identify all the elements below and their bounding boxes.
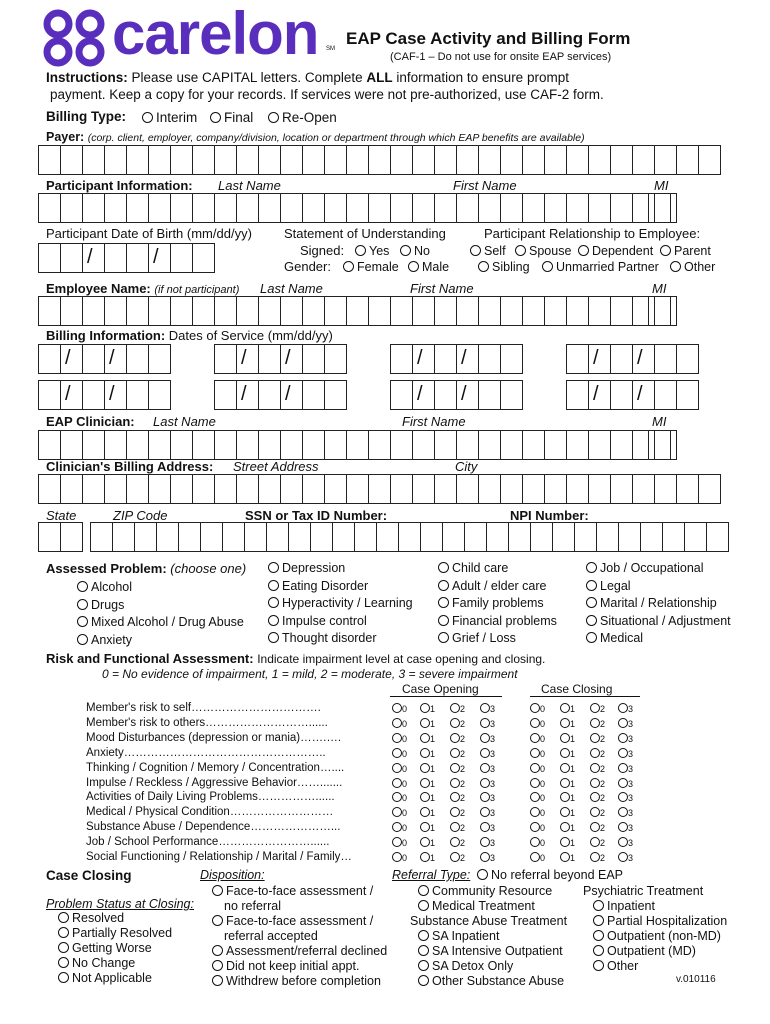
closing-score-1[interactable]: 1: [560, 850, 575, 864]
clinician-mi-box[interactable]: [648, 430, 670, 460]
opening-score-1[interactable]: 1: [420, 790, 435, 804]
risk-label: Risk and Functional Assessment: Indicate impairment level at case opening and closing.: [46, 651, 546, 666]
closing-score-1[interactable]: 1: [560, 716, 575, 730]
opening-score-2[interactable]: 2: [450, 776, 465, 790]
relationship-parent[interactable]: Parent: [660, 244, 711, 258]
psych-label: Psychiatric Treatment: [583, 884, 704, 898]
assessed-label: Assessed Problem: (choose one): [46, 561, 247, 576]
billing-type-interim[interactable]: Interim: [142, 110, 197, 125]
service-date-8[interactable]: [566, 380, 698, 410]
psych-option[interactable]: Other: [593, 959, 638, 973]
zip-boxes[interactable]: [90, 522, 244, 552]
disposition-continuation: no referral: [224, 899, 281, 913]
opening-score-3[interactable]: 3: [480, 746, 495, 760]
opening-score-3[interactable]: 3: [480, 820, 495, 834]
form-subtitle: (CAF-1 – Do not use for onsite EAP services): [390, 51, 612, 63]
problem-option[interactable]: Mixed Alcohol / Drug Abuse: [77, 615, 244, 629]
sou-label: Statement of Understanding: [284, 226, 446, 241]
closing-score-3[interactable]: 3: [618, 835, 633, 849]
risk-item-label: Impulse / Reckless / Aggressive Behavior…….......: [86, 776, 343, 789]
opening-score-2[interactable]: 2: [450, 746, 465, 760]
employee-label: Employee Name: (if not participant): [46, 281, 240, 296]
closing-score-2[interactable]: 2: [590, 790, 605, 804]
closing-score-0[interactable]: 0: [530, 761, 545, 775]
service-date-5[interactable]: [38, 380, 170, 410]
relationship-label: Participant Relationship to Employee:: [484, 226, 701, 241]
closing-score-2[interactable]: 2: [590, 820, 605, 834]
psych-option[interactable]: Outpatient (non-MD): [593, 929, 721, 943]
instructions-line-2: payment. Keep a copy for your records. If services were not pre-authorized, use CAF-2 form.: [50, 87, 604, 102]
opening-score-3[interactable]: 3: [480, 701, 495, 715]
risk-item-label: Anxiety……………………………………………..: [86, 746, 326, 759]
address-boxes[interactable]: [38, 474, 720, 504]
signed-label: Signed:: [300, 243, 345, 258]
carelon-logo-icon: [40, 6, 110, 70]
ssn-label: SSN or Tax ID Number:: [245, 508, 388, 523]
opening-score-0[interactable]: 0: [392, 850, 407, 864]
problem-option[interactable]: Job / Occupational: [586, 561, 704, 575]
opening-score-3[interactable]: 3: [480, 835, 495, 849]
signed-yes[interactable]: Yes: [355, 244, 389, 258]
risk-item-label: Thinking / Cognition / Memory / Concentration…....: [86, 761, 345, 774]
closing-score-0[interactable]: 0: [530, 835, 545, 849]
service-date-1[interactable]: [38, 344, 170, 374]
opening-score-1[interactable]: 1: [420, 761, 435, 775]
brand-mark: SM: [326, 46, 335, 52]
relationship-sibling[interactable]: Sibling: [478, 260, 530, 274]
participant-name-boxes[interactable]: [38, 193, 676, 223]
problem-option[interactable]: Depression: [268, 561, 345, 575]
signed-no[interactable]: No: [400, 244, 430, 258]
participant-last-name-label: Last Name: [218, 178, 281, 193]
closing-score-1[interactable]: 1: [560, 776, 575, 790]
opening-score-2[interactable]: 2: [450, 820, 465, 834]
street-label: Street Address: [233, 459, 319, 474]
closing-score-2[interactable]: 2: [590, 805, 605, 819]
disposition-option[interactable]: Face-to-face assessment /: [212, 884, 373, 898]
closing-score-3[interactable]: 3: [618, 761, 633, 775]
closing-score-0[interactable]: 0: [530, 716, 545, 730]
problem-option[interactable]: Eating Disorder: [268, 579, 368, 593]
sat-option[interactable]: SA Intensive Outpatient: [418, 944, 563, 958]
closing-score-1[interactable]: 1: [560, 701, 575, 715]
billing-type-reopen[interactable]: Re-Open: [268, 110, 337, 125]
closing-score-1[interactable]: 1: [560, 746, 575, 760]
opening-score-2[interactable]: 2: [450, 716, 465, 730]
no-referral-option[interactable]: No referral beyond EAP: [477, 868, 623, 882]
risk-item-label: Member's risk to others………………………......: [86, 716, 328, 729]
case-closing-title: Case Closing: [46, 868, 132, 883]
closing-score-1[interactable]: 1: [560, 820, 575, 834]
closing-score-3[interactable]: 3: [618, 701, 633, 715]
opening-score-1[interactable]: 1: [420, 776, 435, 790]
psych-option[interactable]: Partial Hospitalization: [593, 914, 727, 928]
closing-score-3[interactable]: 3: [618, 776, 633, 790]
status-option[interactable]: Not Applicable: [58, 971, 152, 985]
service-date-3[interactable]: [390, 344, 522, 374]
status-label: Problem Status at Closing:: [46, 897, 194, 911]
relationship-other[interactable]: Other: [670, 260, 715, 274]
closing-score-1[interactable]: 1: [560, 761, 575, 775]
closing-score-2[interactable]: 2: [590, 850, 605, 864]
form-title: EAP Case Activity and Billing Form: [346, 29, 631, 48]
opening-score-1[interactable]: 1: [420, 746, 435, 760]
opening-score-1[interactable]: 1: [420, 716, 435, 730]
payer-boxes[interactable]: [38, 145, 720, 175]
problem-option[interactable]: Family problems: [438, 596, 544, 610]
status-option[interactable]: No Change: [58, 956, 135, 970]
closing-score-0[interactable]: 0: [530, 776, 545, 790]
closing-score-0[interactable]: 0: [530, 820, 545, 834]
closing-score-2[interactable]: 2: [590, 746, 605, 760]
gender-female[interactable]: Female: [343, 260, 399, 274]
risk-item-label: Substance Abuse / Dependence…………………...: [86, 821, 341, 834]
billing-type-label: Billing Type:: [46, 109, 126, 124]
disposition-option[interactable]: Withdrew before completion: [212, 974, 381, 988]
carelon-logo: [40, 6, 110, 75]
closing-score-2[interactable]: 2: [590, 835, 605, 849]
participant-first-name-label: First Name: [453, 178, 517, 193]
instructions-line-1: Instructions: Please use CAPITAL letters. Complete ALL information to ensure prompt: [46, 70, 569, 85]
state-boxes[interactable]: [38, 522, 82, 552]
opening-score-1[interactable]: 1: [420, 820, 435, 834]
participant-mi-box[interactable]: [648, 193, 670, 223]
risk-item-label: Activities of Daily Living Problems……………......: [86, 791, 335, 804]
risk-item-label: Member's risk to self…………………………….: [86, 702, 321, 714]
opening-score-2[interactable]: 2: [450, 701, 465, 715]
closing-score-3[interactable]: 3: [618, 805, 633, 819]
problem-option[interactable]: Impulse control: [268, 614, 367, 628]
sat-option[interactable]: SA Detox Only: [418, 959, 513, 973]
status-option[interactable]: Resolved: [58, 911, 124, 925]
zip-label: ZIP Code: [113, 508, 168, 523]
closing-score-2[interactable]: 2: [590, 716, 605, 730]
employee-mi-label: MI: [652, 281, 667, 296]
address-label: Clinician's Billing Address:: [46, 459, 214, 474]
risk-item-label: Social Functioning / Relationship / Marital / Family…: [86, 851, 352, 863]
billing-type-final[interactable]: Final: [210, 110, 253, 125]
disposition-label: Disposition:: [200, 868, 265, 882]
billing-info-label: Billing Information: Dates of Service (mm/dd/yy): [46, 328, 333, 343]
problem-option[interactable]: Situational / Adjustment: [586, 614, 731, 628]
service-date-4[interactable]: [566, 344, 698, 374]
opening-score-2[interactable]: 2: [450, 835, 465, 849]
opening-score-0[interactable]: 0: [392, 746, 407, 760]
sat-option[interactable]: Other Substance Abuse: [418, 974, 564, 988]
npi-label: NPI Number:: [510, 508, 589, 523]
clinician-label: EAP Clinician:: [46, 414, 135, 429]
dob-boxes[interactable]: [38, 243, 214, 273]
service-date-6[interactable]: [214, 380, 346, 410]
closing-score-0[interactable]: 0: [530, 701, 545, 715]
clinician-mi-label: MI: [652, 414, 667, 429]
service-date-7[interactable]: [390, 380, 522, 410]
closing-score-3[interactable]: 3: [618, 790, 633, 804]
brand-name: carelon: [112, 0, 319, 67]
employee-first-name-label: First Name: [410, 281, 474, 296]
closing-score-1[interactable]: 1: [560, 790, 575, 804]
opening-score-2[interactable]: 2: [450, 805, 465, 819]
closing-score-2[interactable]: 2: [590, 701, 605, 715]
opening-score-1[interactable]: 1: [420, 835, 435, 849]
closing-score-0[interactable]: 0: [530, 805, 545, 819]
problem-option[interactable]: Financial problems: [438, 614, 557, 628]
problem-option[interactable]: Thought disorder: [268, 631, 377, 645]
opening-score-2[interactable]: 2: [450, 731, 465, 745]
participant-label: Participant Information:: [46, 178, 193, 193]
opening-score-1[interactable]: 1: [420, 701, 435, 715]
relationship-dependent[interactable]: Dependent: [578, 244, 653, 258]
clinician-first-name-label: First Name: [402, 414, 466, 429]
gender-male[interactable]: Male: [408, 260, 449, 274]
closing-score-2[interactable]: 2: [590, 761, 605, 775]
risk-item-label: Medical / Physical Condition………………………: [86, 806, 334, 819]
closing-score-0[interactable]: 0: [530, 746, 545, 760]
closing-score-1[interactable]: 1: [560, 835, 575, 849]
referral-label: Referral Type:: [392, 868, 471, 882]
opening-score-3[interactable]: 3: [480, 790, 495, 804]
problem-option[interactable]: Alcohol: [77, 580, 132, 594]
state-label: State: [46, 508, 77, 523]
problem-option[interactable]: Medical: [586, 631, 643, 645]
closing-score-1[interactable]: 1: [560, 731, 575, 745]
sat-label: Substance Abuse Treatment: [410, 914, 568, 928]
opening-score-3[interactable]: 3: [480, 761, 495, 775]
closing-score-3[interactable]: 3: [618, 820, 633, 834]
opening-score-3[interactable]: 3: [480, 850, 495, 864]
referral-community-resource[interactable]: Community Resource: [418, 884, 552, 898]
closing-score-3[interactable]: 3: [618, 746, 633, 760]
opening-score-0[interactable]: 0: [392, 805, 407, 819]
opening-score-0[interactable]: 0: [392, 835, 407, 849]
closing-score-0[interactable]: 0: [530, 850, 545, 864]
closing-score-0[interactable]: 0: [530, 790, 545, 804]
scale-legend: 0 = No evidence of impairment, 1 = mild, 2 = moderate, 3 = severe impairment: [102, 667, 518, 681]
problem-option[interactable]: Hyperactivity / Learning: [268, 596, 413, 610]
closing-score-2[interactable]: 2: [590, 776, 605, 790]
ssn-boxes[interactable]: [244, 522, 486, 552]
service-date-2[interactable]: [214, 344, 346, 374]
problem-option[interactable]: Child care: [438, 561, 508, 575]
participant-mi-label: MI: [654, 178, 669, 193]
opening-score-0[interactable]: 0: [392, 820, 407, 834]
problem-option[interactable]: Drugs: [77, 598, 124, 612]
dob-label: Participant Date of Birth (mm/dd/yy): [46, 226, 252, 241]
psych-option[interactable]: Inpatient: [593, 899, 655, 913]
closing-score-2[interactable]: 2: [590, 731, 605, 745]
opening-score-3[interactable]: 3: [480, 776, 495, 790]
sat-option[interactable]: SA Inpatient: [418, 929, 499, 943]
gender-label: Gender:: [284, 259, 331, 274]
version-label: v.010116: [676, 974, 716, 985]
problem-option[interactable]: Marital / Relationship: [586, 596, 717, 610]
case-closing-label: Case Closing: [541, 682, 613, 696]
psych-option[interactable]: Outpatient (MD): [593, 944, 696, 958]
disposition-option[interactable]: Assessment/referral declined: [212, 944, 387, 958]
employee-mi-box[interactable]: [648, 296, 670, 326]
npi-boxes[interactable]: [486, 522, 728, 552]
risk-item-label: Mood Disturbances (depression or mania)…….….: [86, 731, 342, 744]
opening-score-3[interactable]: 3: [480, 805, 495, 819]
problem-option[interactable]: Adult / elder care: [438, 579, 547, 593]
case-opening-label: Case Opening: [402, 682, 479, 696]
closing-score-3[interactable]: 3: [618, 850, 633, 864]
opening-score-3[interactable]: 3: [480, 716, 495, 730]
employee-name-boxes[interactable]: [38, 296, 676, 326]
relationship-self[interactable]: Self: [470, 244, 506, 258]
opening-score-0[interactable]: 0: [392, 701, 407, 715]
closing-score-0[interactable]: 0: [530, 731, 545, 745]
opening-score-0[interactable]: 0: [392, 790, 407, 804]
opening-score-0[interactable]: 0: [392, 716, 407, 730]
opening-score-1[interactable]: 1: [420, 850, 435, 864]
relationship-spouse[interactable]: Spouse: [515, 244, 571, 258]
opening-score-0[interactable]: 0: [392, 761, 407, 775]
closing-score-3[interactable]: 3: [618, 716, 633, 730]
closing-score-3[interactable]: 3: [618, 731, 633, 745]
opening-score-3[interactable]: 3: [480, 731, 495, 745]
problem-option[interactable]: Grief / Loss: [438, 631, 516, 645]
disposition-option[interactable]: Did not keep initial appt.: [212, 959, 359, 973]
status-option[interactable]: Getting Worse: [58, 941, 152, 955]
relationship-unmarried-partner[interactable]: Unmarried Partner: [542, 260, 659, 274]
problem-option[interactable]: Anxiety: [77, 633, 132, 647]
opening-score-1[interactable]: 1: [420, 805, 435, 819]
disposition-option[interactable]: Face-to-face assessment /: [212, 914, 373, 928]
disposition-continuation: referral accepted: [224, 929, 318, 943]
referral-medical-treatment[interactable]: Medical Treatment: [418, 899, 535, 913]
opening-score-0[interactable]: 0: [392, 731, 407, 745]
opening-score-2[interactable]: 2: [450, 850, 465, 864]
clinician-name-boxes[interactable]: [38, 430, 676, 460]
employee-last-name-label: Last Name: [260, 281, 323, 296]
opening-score-1[interactable]: 1: [420, 731, 435, 745]
opening-score-2[interactable]: 2: [450, 790, 465, 804]
opening-score-2[interactable]: 2: [450, 761, 465, 775]
status-option[interactable]: Partially Resolved: [58, 926, 172, 940]
city-label: City: [455, 459, 478, 474]
problem-option[interactable]: Legal: [586, 579, 631, 593]
risk-item-label: Job / School Performance……………………......: [86, 836, 330, 849]
closing-score-1[interactable]: 1: [560, 805, 575, 819]
opening-score-0[interactable]: 0: [392, 776, 407, 790]
payer-row: Payer: (corp. client, employer, company/division, location or department through which EAP benefits are available): [46, 130, 585, 144]
clinician-last-name-label: Last Name: [153, 414, 216, 429]
